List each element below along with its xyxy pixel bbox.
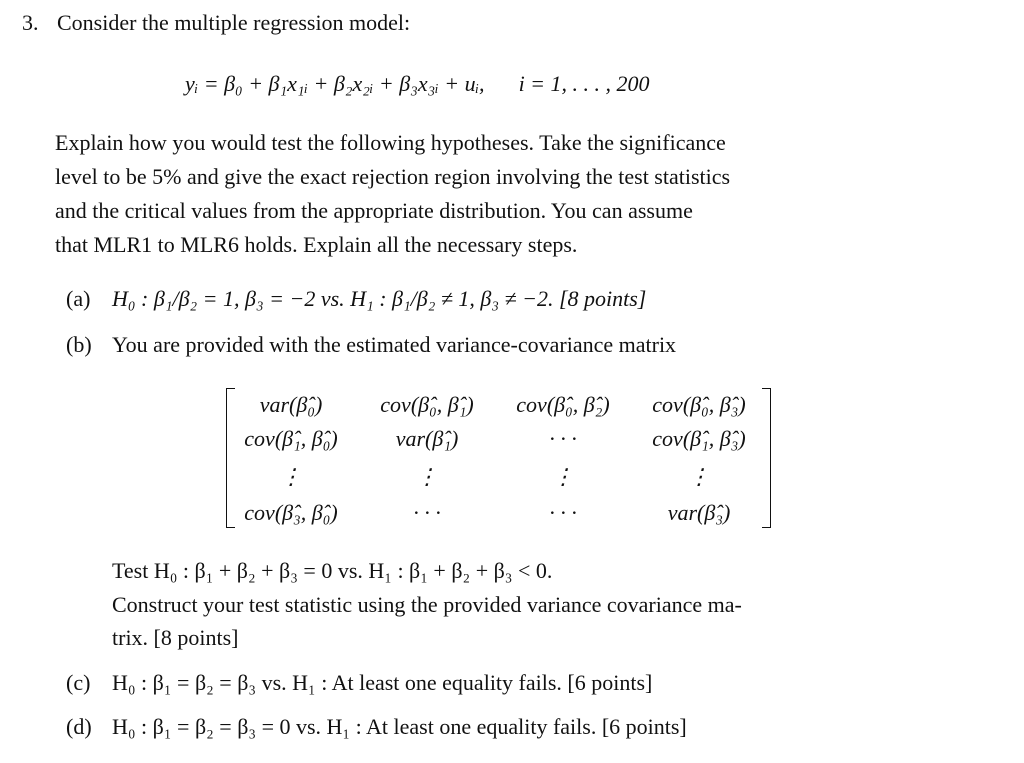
variance-covariance-matrix bbox=[226, 388, 771, 530]
matrix-cell-r3c1: ⋮ bbox=[280, 464, 302, 489]
matrix-cell-r1c1: var(β̂₀) bbox=[259, 392, 323, 417]
part-c-label: (c) bbox=[66, 670, 91, 695]
instructions-line-2: level to be 5% and give the exact rejection region involving the test statistics bbox=[55, 164, 731, 189]
matrix-cell-r2c4: cov(β̂₁, β̂₃) bbox=[652, 426, 746, 451]
part-d-hypothesis: H₀ : β₁ = β₂ = β₃ = 0 vs. H₁ : At least one equality fails. [6 points] bbox=[112, 714, 687, 739]
matrix-cell-r4c1: cov(β̂₃, β̂₀) bbox=[244, 500, 338, 525]
instructions-line-1: Explain how you would test the following hypotheses. Take the significance bbox=[55, 130, 726, 155]
model-index: i = 1, . . . , 200 bbox=[518, 71, 650, 96]
matrix-cell-r3c2: ⋮ bbox=[416, 464, 438, 489]
matrix-cell-r2c2: var(β̂₁) bbox=[395, 426, 459, 451]
matrix-cell-r4c2: · · · bbox=[413, 500, 441, 525]
matrix-cell-r4c3: · · · bbox=[549, 500, 577, 525]
part-b-intro: You are provided with the estimated variance-covariance matrix bbox=[112, 332, 677, 357]
part-a-hypothesis: H₀ : β₁/β₂ = 1, β₃ = −2 vs. H₁ : β₁/β₂ ≠ 1, β₃ ≠ −2. [8 points] bbox=[112, 286, 647, 311]
matrix-cell-r4c4: var(β̂₃) bbox=[667, 500, 731, 525]
matrix-cell-r1c2: cov(β̂₀, β̂₁) bbox=[380, 392, 474, 417]
question-number: 3. bbox=[22, 10, 39, 35]
part-d-label: (d) bbox=[66, 714, 92, 739]
part-b-test: Test H₀ : β₁ + β₂ + β₃ = 0 vs. H₁ : β₁ + β₂ + β₃ < 0. bbox=[112, 558, 553, 583]
instructions-line-4: that MLR1 to MLR6 holds. Explain all the necessary steps. bbox=[55, 232, 578, 257]
matrix-cell-r1c4: cov(β̂₀, β̂₃) bbox=[652, 392, 746, 417]
matrix-cell-r3c4: ⋮ bbox=[688, 464, 710, 489]
matrix-cell-r3c3: ⋮ bbox=[552, 464, 574, 489]
model-equation: yᵢ = β₀ + β₁x₁ᵢ + β₂x₂ᵢ + β₃x₃ᵢ + uᵢ, bbox=[185, 71, 485, 96]
model-equation-line bbox=[185, 71, 650, 97]
instructions-line-3: and the critical values from the appropriate distribution. You can assume bbox=[55, 198, 693, 223]
part-b-construct-line-2: trix. [8 points] bbox=[112, 625, 239, 650]
part-b-label: (b) bbox=[66, 332, 92, 357]
matrix-cell-r1c3: cov(β̂₀, β̂₂) bbox=[516, 392, 610, 417]
part-a-label: (a) bbox=[66, 286, 91, 311]
question-intro: Consider the multiple regression model: bbox=[57, 10, 411, 35]
part-c-hypothesis: H₀ : β₁ = β₂ = β₃ vs. H₁ : At least one equality fails. [6 points] bbox=[112, 670, 653, 695]
matrix-cell-r2c1: cov(β̂₁, β̂₀) bbox=[244, 426, 338, 451]
matrix-cell-r2c3: · · · bbox=[549, 426, 577, 451]
part-b-construct-line-1: Construct your test statistic using the provided variance covariance ma- bbox=[112, 592, 742, 617]
